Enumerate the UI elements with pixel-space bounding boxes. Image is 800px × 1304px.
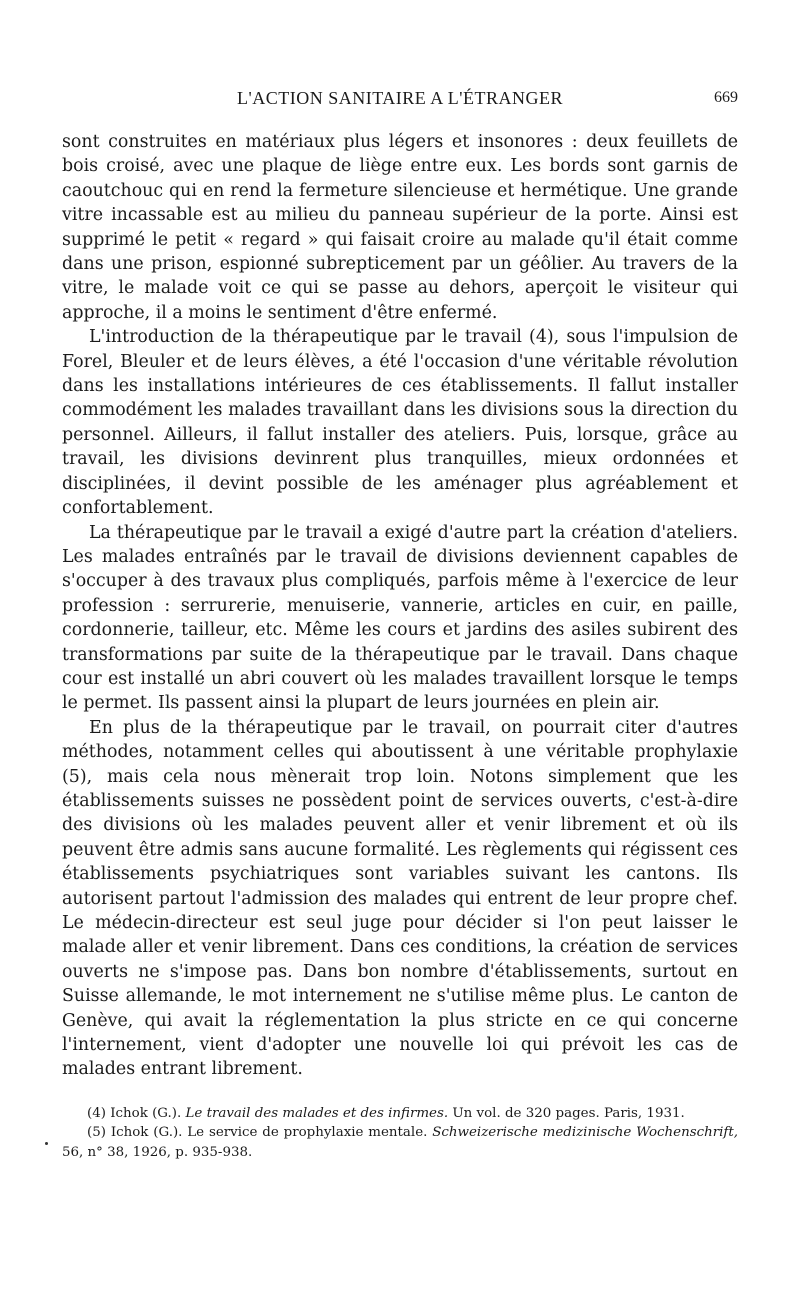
- footnote-lead: (4) Ichok (G.).: [87, 1105, 186, 1121]
- paragraph: L'introduction de la thérapeutique par le travail (4), sous l'impulsion de Forel, Bleuler et de leurs élèves, a été l'occasion d'une véritable révolution dans les installations intérieures de ces établissements. Il fallut installer commodément les malades travaillant dans les divisions sous la direction du personnel. Ailleurs, il fallut installer des ateliers. Puis, lorsque, grâce au travail, les divisions devinrent plus tranquilles, mieux ordonnées et disciplinées, il devint possible de les aménager plus agréablement et confortablement.: [62, 327, 738, 519]
- document-page: [62, 88, 738, 1162]
- paragraph: sont construites en matériaux plus légers et insonores : deux feuillets de bois croisé, avec une plaque de liège entre eux. Les bords sont garnis de caoutchouc qui en rend la fermeture silencieuse et hermétique. Une grande vitre incassable est au milieu du panneau supérieur de la porte. Ainsi est supprimé le petit « regard » qui faisait croire au malade qu'il était comme dans une prison, espionné subrepticement par un géôlier. Au travers de la vitre, le malade voit ce qui se passe au dehors, aperçoit le visiteur qui approche, il a moins le sentiment d'être enfermé.: [62, 132, 738, 323]
- paragraph: En plus de la thérapeutique par le travail, on pourrait citer d'autres méthodes, notamment celles qui aboutissent à une véritable prophylaxie (5), mais cela nous mènerait trop loin. Notons simplement que les établissements suisses ne possèdent point de services ouverts, c'est-à-dire des divisions où les malades peuvent aller et venir librement et où ils peuvent être admis sans aucune formalité. Les règlements qui régissent ces établissements psychiatriques sont variables suivant les cantons. Ils autorisent partout l'admission des malades qui entrent de leur propre chef. Le médecin-directeur est seul juge pour décider si l'on peut laisser le malade aller et venir librement. Dans ces conditions, la création de services ouverts ne s'impose pas. Dans bon nombre d'établissements, surtout en Suisse allemande, le mot internement ne s'utilise même plus. Le canton de Genève, qui avait la réglementation la plus stricte en ce qui concerne l'internement, vient d'adopter une nouvelle loi qui prévoit les cas de malades entrant librement.: [62, 717, 738, 1080]
- footnote-title: Le travail des malades et des infirmes.: [185, 1105, 449, 1121]
- footnote: [62, 1104, 738, 1124]
- body-text: [62, 130, 738, 1082]
- footnote-tail: Un vol. de 320 pages. Paris, 1931.: [448, 1105, 685, 1121]
- footnotes: [62, 1104, 738, 1163]
- page-number: 669: [714, 89, 738, 106]
- paragraph: La thérapeutique par le travail a exigé d'autre part la création d'ateliers. Les malades entraînés par le travail de divisions deviennent capables de s'occuper à des travaux plus compliqués, parfois même à l'exercice de leur profession : serrurerie, menuiserie, vannerie, articles en cuir, en paille, cordonnerie, tailleur, etc. Même les cours et jardins des asiles subirent des transformations par suite de la thérapeutique par le travail. Dans chaque cour est installé un abri couvert où les malades travaillent lorsque le temps le permet. Ils passent ainsi la plupart de leurs journées en plein air.: [62, 522, 738, 714]
- margin-dot: [45, 1142, 48, 1145]
- footnote-title: Schweizerische medizinische Wochenschrift,: [432, 1125, 738, 1141]
- running-title: L'ACTION SANITAIRE A L'ÉTRANGER: [236, 88, 564, 108]
- running-head: [62, 88, 738, 116]
- footnote: [62, 1123, 738, 1162]
- footnote-lead: (5) Ichok (G.). Le service de prophylaxie mentale.: [87, 1125, 433, 1141]
- footnote-tail: 56, n° 38, 1926, p. 935-938.: [62, 1144, 253, 1160]
